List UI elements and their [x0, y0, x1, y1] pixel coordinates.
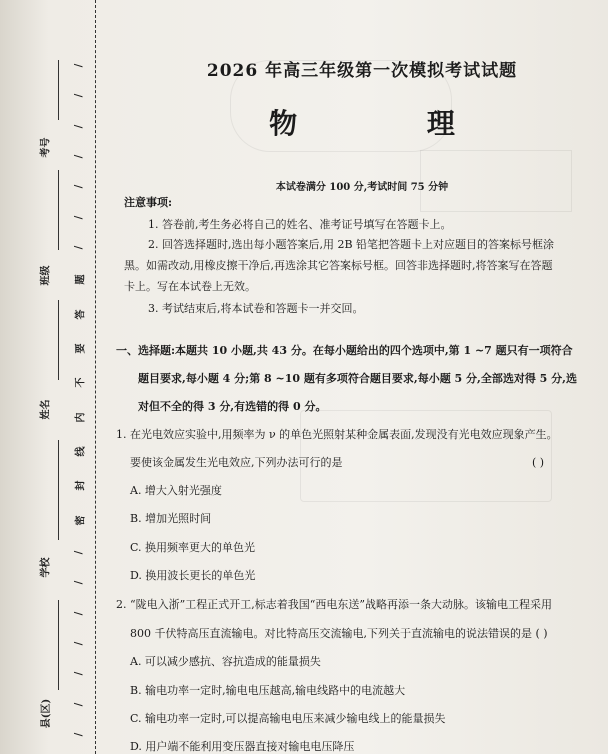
q1-option-c: C. 换用频率更大的单色光 [130, 541, 256, 554]
xianqu-line [58, 600, 59, 690]
q2-option-b: B. 输电功率一定时,输电电压越高,输电线路中的电流越大 [130, 684, 406, 697]
binding-dashed-line [95, 0, 96, 754]
notice-item-2-line-1: 2. 回答选择题时,选出每小题答案后,用 2B 铅笔把答题卡上对应题目的答案标号框涂 [148, 238, 555, 251]
q2-option-c: C. 输电功率一定时,可以提高输电电压来减少输电线上的能量损失 [130, 712, 446, 725]
notice-item-1: 1. 答卷前,考生务必将自己的姓名、准考证号填写在答题卡上。 [148, 218, 452, 231]
banji-label: 班级 [40, 265, 52, 286]
q1-answer-paren: ( ) [532, 456, 545, 469]
banji-line [58, 170, 59, 250]
score-line: 本试卷满分 100 分,考试时间 75 分钟 [275, 182, 449, 193]
q1-stem-line-2: 要使该金属发生光电效应,下列办法可行的是 [130, 456, 343, 469]
notice-item-2-line-2: 黑。如需改动,用橡皮擦干净后,再选涂其它答案标号框。回答非选择题时,将答案写在答题 [124, 259, 553, 272]
q1-option-a: A. 增大入射光强度 [130, 484, 222, 497]
section-1-line-3: 对但不全的得 3 分,有选错的得 0 分。 [138, 400, 327, 413]
q1-stem-line-1: 1. 在光电效应实验中,用频率为 ν 的单色光照射某种金属表面,发现没有光电效应现象产生。 [116, 428, 558, 441]
q2-stem-line-2: 800 千伏特高压直流输电。对比特高压交流输电,下列关于直流输电的说法错误的是 ( ) [130, 627, 548, 640]
xuexiao-line [58, 440, 59, 540]
xingming-label: 姓名 [40, 399, 52, 420]
xuexiao-label: 学校 [40, 557, 52, 578]
q1-option-b: B. 增加光照时间 [130, 512, 212, 525]
kaohao-line [58, 60, 59, 120]
q2-option-a: A. 可以减少感抗、容抗造成的能量损失 [130, 655, 321, 668]
seal-line-text: / / / / / / / 题 答 要 不 内 线 封 密 / / / / / / / [73, 63, 87, 737]
kaohao-label: 考号 [40, 137, 52, 158]
q1-option-d: D. 换用波长更长的单色光 [130, 569, 256, 582]
exam-content [112, 0, 602, 754]
xianqu-label: 县(区) [41, 698, 53, 729]
section-1-line-1: 一、选择题:本题共 10 小题,共 43 分。在每小题给出的四个选项中,第 1 ~7 题只有一项符合 [116, 344, 573, 357]
notice-item-3: 3. 考试结束后,将本试卷和答题卡一并交回。 [148, 302, 364, 315]
q2-stem-line-1: 2. “陇电入浙”工程正式开工,标志着我国“西电东送”战略再添一条大动脉。该输电工程采用 [116, 598, 552, 611]
binding-strip [0, 0, 112, 754]
exam-title: 2026 年高三年级第一次模拟考试试题 [206, 61, 518, 81]
xingming-line [58, 300, 59, 380]
notice-heading: 注意事项: [124, 196, 173, 209]
q2-option-d: D. 用户端不能利用变压器直接对输电电压降压 [130, 740, 355, 753]
subject-title: 物 理 [269, 107, 515, 140]
section-1-line-2: 题目要求,每小题 4 分;第 8 ~10 题有多项符合题目要求,每小题 5 分,全部选对得 5 分,选 [138, 372, 577, 385]
notice-item-2-line-3: 卡上。写在本试卷上无效。 [124, 280, 256, 293]
